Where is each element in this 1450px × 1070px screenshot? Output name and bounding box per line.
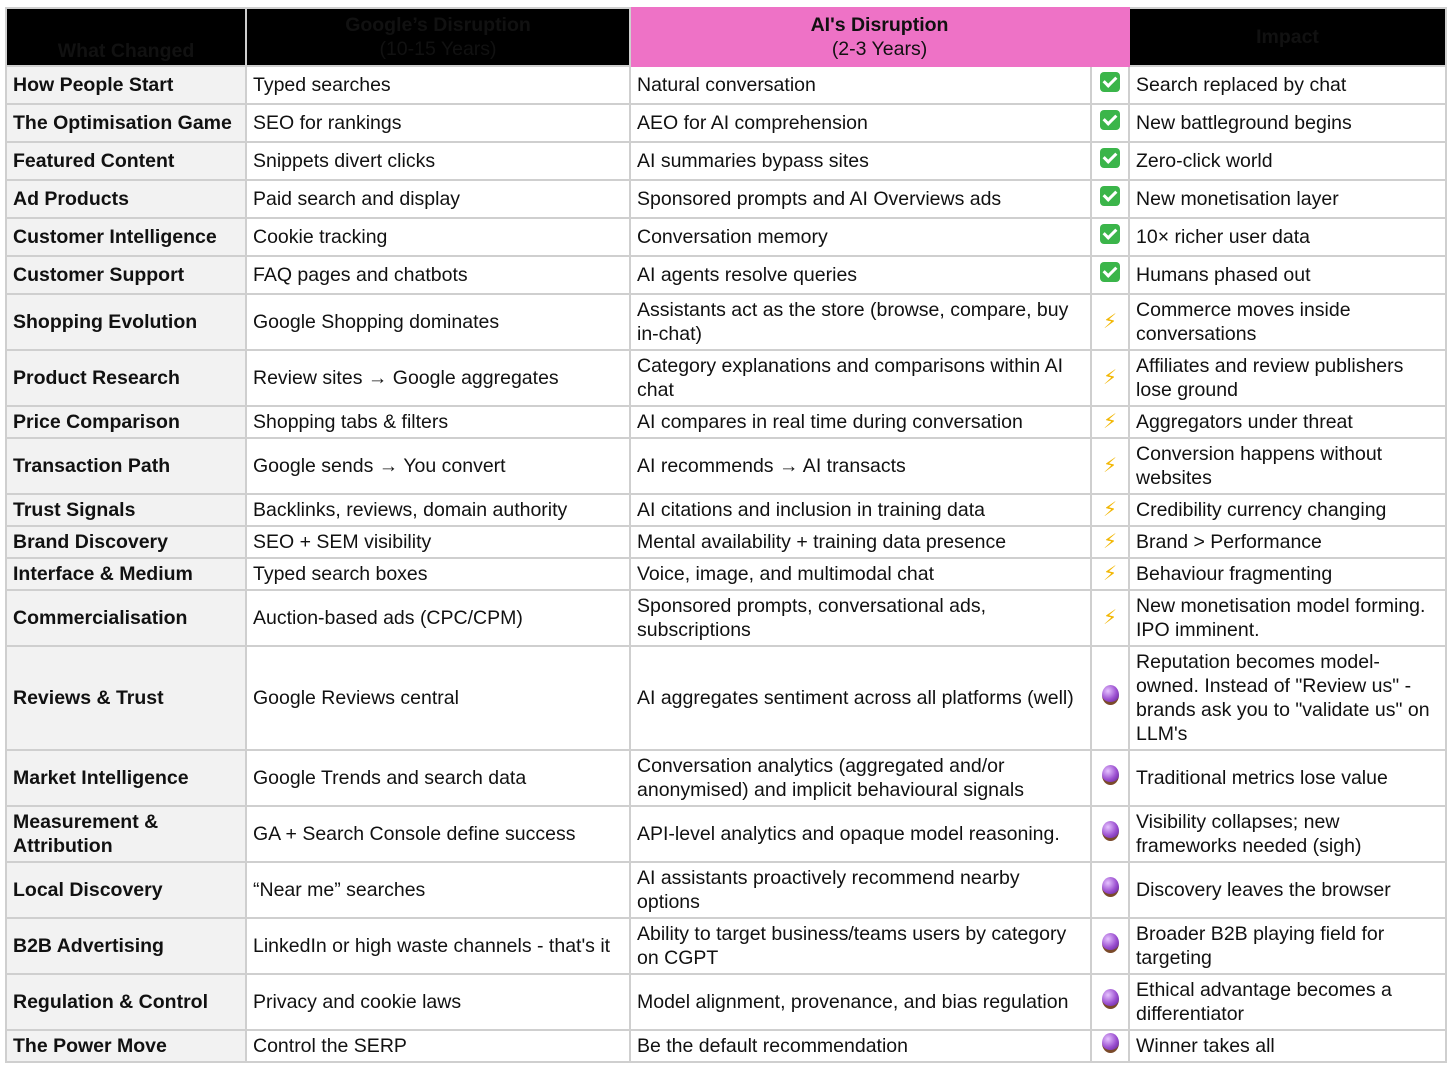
row-impact: Behaviour fragmenting (1129, 558, 1446, 590)
row-impact: Visibility collapses; new frameworks needed (sigh) (1129, 806, 1446, 862)
table-row (6, 350, 1446, 406)
row-what-changed: Trust Signals (6, 494, 246, 526)
row-google-disruption: Control the SERP (246, 1030, 630, 1062)
table-row (6, 750, 1446, 806)
row-status (1091, 862, 1129, 918)
row-impact: Zero-click world (1129, 142, 1446, 180)
row-what-changed: How People Start (6, 66, 246, 104)
row-ai-disruption: Be the default recommendation (630, 1030, 1091, 1062)
header-impact: Impact (1129, 8, 1446, 66)
row-what-changed: B2B Advertising (6, 918, 246, 974)
check-icon (1100, 262, 1120, 282)
row-impact: Discovery leaves the browser (1129, 862, 1446, 918)
row-status (1091, 494, 1129, 526)
row-google-disruption: LinkedIn or high waste channels - that's it (246, 918, 630, 974)
check-icon (1100, 224, 1120, 244)
row-impact: Commerce moves inside conversations (1129, 294, 1446, 350)
row-google-disruption: “Near me” searches (246, 862, 630, 918)
table-row (6, 918, 1446, 974)
row-ai-disruption: API-level analytics and opaque model reasoning. (630, 806, 1091, 862)
row-ai-disruption: Voice, image, and multimodal chat (630, 558, 1091, 590)
row-google-disruption: Typed search boxes (246, 558, 630, 590)
table-row (6, 646, 1446, 750)
row-status (1091, 526, 1129, 558)
table-row (6, 438, 1446, 494)
lightning-icon: ⚡ (1102, 455, 1118, 477)
row-google-disruption: Auction-based ads (CPC/CPM) (246, 590, 630, 646)
row-what-changed: The Power Move (6, 1030, 246, 1062)
row-impact: Broader B2B playing field for targeting (1129, 918, 1446, 974)
header-what-changed: What Changed (6, 8, 246, 66)
row-ai-disruption: Ability to target business/teams users by category on CGPT (630, 918, 1091, 974)
row-status (1091, 294, 1129, 350)
row-ai-disruption: Conversation analytics (aggregated and/or anonymised) and implicit behavioural signals (630, 750, 1091, 806)
table-row (6, 1030, 1446, 1062)
row-impact: New monetisation model forming. IPO imminent. (1129, 590, 1446, 646)
row-what-changed: Price Comparison (6, 406, 246, 438)
row-what-changed: The Optimisation Game (6, 104, 246, 142)
row-impact: Aggregators under threat (1129, 406, 1446, 438)
table-row (6, 256, 1446, 294)
row-what-changed: Local Discovery (6, 862, 246, 918)
row-what-changed: Commercialisation (6, 590, 246, 646)
row-status (1091, 590, 1129, 646)
row-ai-disruption: AEO for AI comprehension (630, 104, 1091, 142)
row-google-disruption: Google Shopping dominates (246, 294, 630, 350)
row-ai-disruption: AI compares in real time during conversation (630, 406, 1091, 438)
crystal-ball-icon (1102, 765, 1119, 785)
table-row (6, 104, 1446, 142)
table-row (6, 180, 1446, 218)
row-google-disruption: Review sites → Google aggregates (246, 350, 630, 406)
row-impact: Brand > Performance (1129, 526, 1446, 558)
row-ai-disruption: Conversation memory (630, 218, 1091, 256)
row-impact: Search replaced by chat (1129, 66, 1446, 104)
crystal-ball-icon (1102, 685, 1119, 705)
row-google-disruption: FAQ pages and chatbots (246, 256, 630, 294)
row-status (1091, 1030, 1129, 1062)
row-ai-disruption: AI aggregates sentiment across all platforms (well) (630, 646, 1091, 750)
row-impact: New monetisation layer (1129, 180, 1446, 218)
crystal-ball-icon (1102, 989, 1119, 1009)
row-google-disruption: Google sends → You convert (246, 438, 630, 494)
row-impact: 10× richer user data (1129, 218, 1446, 256)
row-impact: Winner takes all (1129, 1030, 1446, 1062)
header-row (6, 8, 1446, 66)
row-status (1091, 974, 1129, 1030)
crystal-ball-icon (1102, 1033, 1119, 1053)
row-status (1091, 180, 1129, 218)
row-status (1091, 406, 1129, 438)
row-status (1091, 918, 1129, 974)
row-what-changed: Measurement & Attribution (6, 806, 246, 862)
table-row (6, 66, 1446, 104)
row-what-changed: Interface & Medium (6, 558, 246, 590)
table-row (6, 406, 1446, 438)
check-icon (1100, 186, 1120, 206)
row-impact: New battleground begins (1129, 104, 1446, 142)
row-ai-disruption: Category explanations and comparisons within AI chat (630, 350, 1091, 406)
table-row (6, 526, 1446, 558)
lightning-icon: ⚡ (1102, 411, 1118, 433)
row-google-disruption: SEO for rankings (246, 104, 630, 142)
row-status (1091, 438, 1129, 494)
lightning-icon: ⚡ (1102, 499, 1118, 521)
row-google-disruption: Typed searches (246, 66, 630, 104)
row-what-changed: Transaction Path (6, 438, 246, 494)
table-row (6, 218, 1446, 256)
header-ai-period: (2-3 Years) (831, 38, 928, 60)
check-icon (1100, 148, 1120, 168)
lightning-icon: ⚡ (1102, 311, 1118, 333)
header-ai-disruption: AI's Disruption (2-3 Years) (630, 8, 1129, 66)
lightning-icon: ⚡ (1102, 563, 1118, 585)
row-google-disruption: Google Trends and search data (246, 750, 630, 806)
row-what-changed: Shopping Evolution (6, 294, 246, 350)
row-what-changed: Market Intelligence (6, 750, 246, 806)
row-impact: Affiliates and review publishers lose ground (1129, 350, 1446, 406)
lightning-icon: ⚡ (1102, 607, 1118, 629)
lightning-icon: ⚡ (1102, 531, 1118, 553)
row-what-changed: Customer Support (6, 256, 246, 294)
row-impact: Reputation becomes model-owned. Instead of "Review us" - brands ask you to "validate us" on LLM's (1129, 646, 1446, 750)
row-what-changed: Product Research (6, 350, 246, 406)
table-row (6, 294, 1446, 350)
crystal-ball-icon (1102, 933, 1119, 953)
header-google-period: (10-15 Years) (379, 38, 497, 60)
row-status (1091, 66, 1129, 104)
row-ai-disruption: Assistants act as the store (browse, compare, buy in-chat) (630, 294, 1091, 350)
row-ai-disruption: AI assistants proactively recommend nearby options (630, 862, 1091, 918)
row-status (1091, 750, 1129, 806)
row-impact: Traditional metrics lose value (1129, 750, 1446, 806)
row-google-disruption: Privacy and cookie laws (246, 974, 630, 1030)
row-ai-disruption: Sponsored prompts, conversational ads, subscriptions (630, 590, 1091, 646)
row-impact: Credibility currency changing (1129, 494, 1446, 526)
row-status (1091, 806, 1129, 862)
row-ai-disruption: Mental availability + training data presence (630, 526, 1091, 558)
row-status (1091, 646, 1129, 750)
row-google-disruption: Paid search and display (246, 180, 630, 218)
row-what-changed: Ad Products (6, 180, 246, 218)
row-what-changed: Brand Discovery (6, 526, 246, 558)
row-status (1091, 558, 1129, 590)
row-what-changed: Reviews & Trust (6, 646, 246, 750)
table-row (6, 862, 1446, 918)
row-google-disruption: Cookie tracking (246, 218, 630, 256)
row-status (1091, 218, 1129, 256)
row-status (1091, 104, 1129, 142)
row-status (1091, 256, 1129, 294)
table-row (6, 494, 1446, 526)
row-status (1091, 142, 1129, 180)
row-google-disruption: Snippets divert clicks (246, 142, 630, 180)
row-ai-disruption: AI summaries bypass sites (630, 142, 1091, 180)
check-icon (1100, 110, 1120, 130)
crystal-ball-icon (1102, 877, 1119, 897)
row-google-disruption: Shopping tabs & filters (246, 406, 630, 438)
row-google-disruption: GA + Search Console define success (246, 806, 630, 862)
row-impact: Ethical advantage becomes a differentiator (1129, 974, 1446, 1030)
crystal-ball-icon (1102, 821, 1119, 841)
table-row (6, 142, 1446, 180)
row-what-changed: Customer Intelligence (6, 218, 246, 256)
table-row (6, 806, 1446, 862)
row-ai-disruption: AI agents resolve queries (630, 256, 1091, 294)
row-google-disruption: SEO + SEM visibility (246, 526, 630, 558)
check-icon (1100, 72, 1120, 92)
row-ai-disruption: Model alignment, provenance, and bias regulation (630, 974, 1091, 1030)
row-ai-disruption: AI citations and inclusion in training data (630, 494, 1091, 526)
header-google-disruption: Google’s Disruption (10-15 Years) (246, 8, 630, 66)
row-impact: Humans phased out (1129, 256, 1446, 294)
row-google-disruption: Google Reviews central (246, 646, 630, 750)
row-status (1091, 350, 1129, 406)
table-row (6, 558, 1446, 590)
row-impact: Conversion happens without websites (1129, 438, 1446, 494)
lightning-icon: ⚡ (1102, 367, 1118, 389)
row-ai-disruption: Natural conversation (630, 66, 1091, 104)
row-what-changed: Featured Content (6, 142, 246, 180)
table-row (6, 590, 1446, 646)
row-ai-disruption: AI recommends → AI transacts (630, 438, 1091, 494)
disruption-comparison-table (5, 7, 1447, 1063)
row-what-changed: Regulation & Control (6, 974, 246, 1030)
table-row (6, 974, 1446, 1030)
row-google-disruption: Backlinks, reviews, domain authority (246, 494, 630, 526)
row-ai-disruption: Sponsored prompts and AI Overviews ads (630, 180, 1091, 218)
